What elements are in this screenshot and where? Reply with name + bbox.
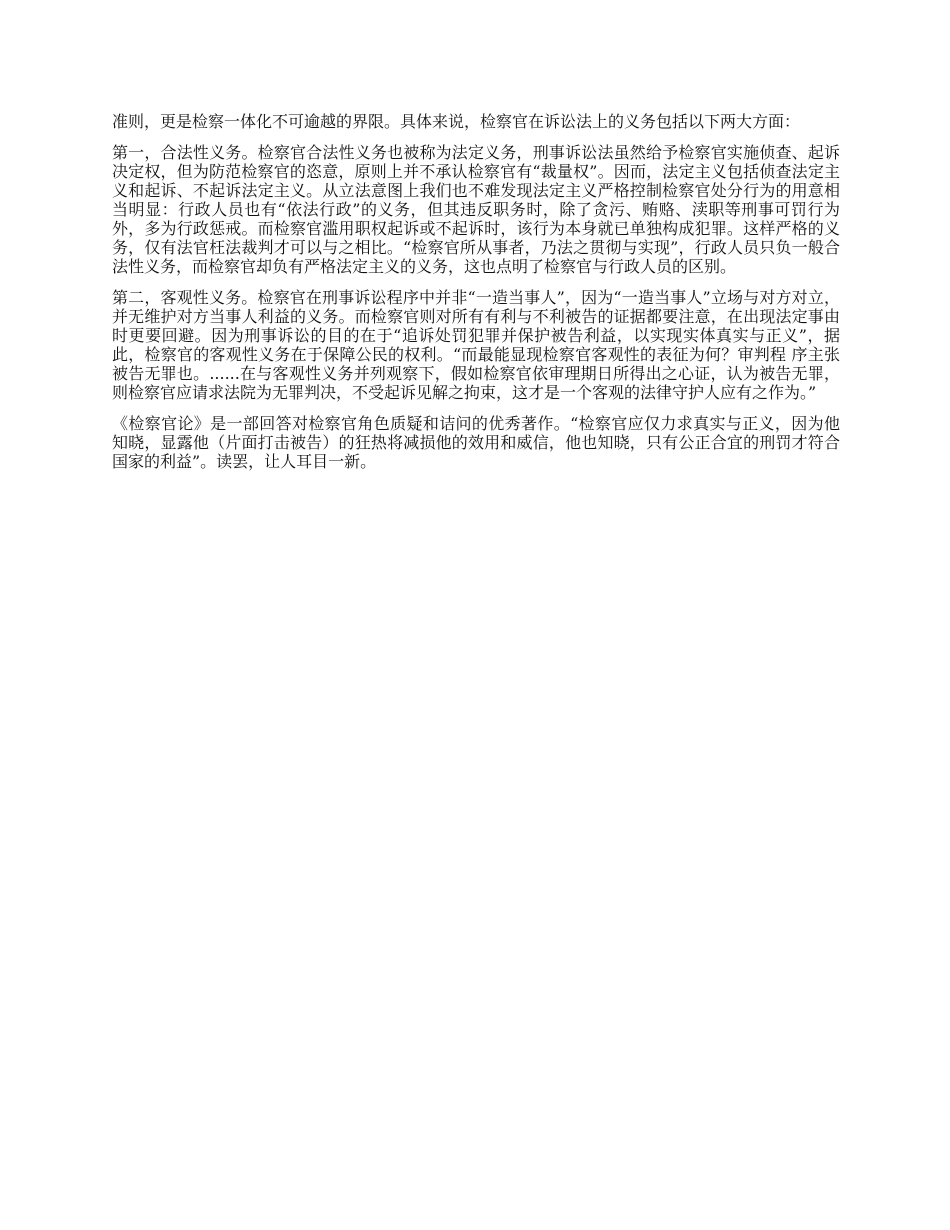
document-page <box>112 112 840 483</box>
paragraph-intro: 准则，更是检察一体化不可逾越的界限。具体来说，检察官在诉讼法上的义务包括以下两大方面： <box>112 112 801 131</box>
paragraph-conclusion: 《检察官论》是一部回答对检察官角色质疑和诘问的优秀著作。“检察官应仅力求真实与正义，因为他知晓，显露他（片面打击被告）的狂热将减损他的效用和威信，他也知晓，只有公正合宜的刑罚才符合国家的利益”。读罢，让人耳目一新。 <box>112 414 840 471</box>
paragraph-objectivity-duty: 第二，客观性义务。检察官在刑事诉讼程序中并非“一造当事人”，因为“一造当事人”立场与对方对立，并无维护对方当事人利益的义务。而检察官则对所有有利与不利被告的证据都要注意，在出现法定事由时更要回避。因为刑事诉讼的目的在于“追诉处罚犯罪并保护被告利益，以实现实体真实与正义”，据此，检察官的客观性义务在于保障公民的权利。“而最能显现检察官客观性的表征为何？审判程 序主张被告无罪也。......在与客观性义务并列观察下，假如检察官依审理期日所得出之心证，认为被告无罪，则检察官应请求法院为无罪判决，不受起诉见解之拘束，这才是一个客观的法律守护人应有之作为。” <box>112 288 840 402</box>
paragraph-legality-duty: 第一，合法性义务。检察官合法性义务也被称为法定义务，刑事诉讼法虽然给予检察官实施侦查、起诉决定权，但为防范检察官的恣意，原则上并不承认检察官有“裁量权”。因而，法定主义包括侦查法定主义和起诉、不起诉法定主义。从立法意图上我们也不难发现法定主义严格控制检察官处分行为的用意相当明显：行政人员也有“依法行政”的义务，但其违反职务时，除了贪污、贿赂、渎职等刑事可罚行为外，多为行政惩戒。而检察官滥用职权起诉或不起诉时，该行为本身就已单独构成犯罪。这样严格的义务，仅有法官枉法裁判才可以与之相比。“检察官所从事者，乃法之贯彻与实现”，行政人员只负一般合法性义务，而检察官却负有严格法定主义的义务，这也点明了检察官与行政人员的区别。 <box>112 143 840 276</box>
